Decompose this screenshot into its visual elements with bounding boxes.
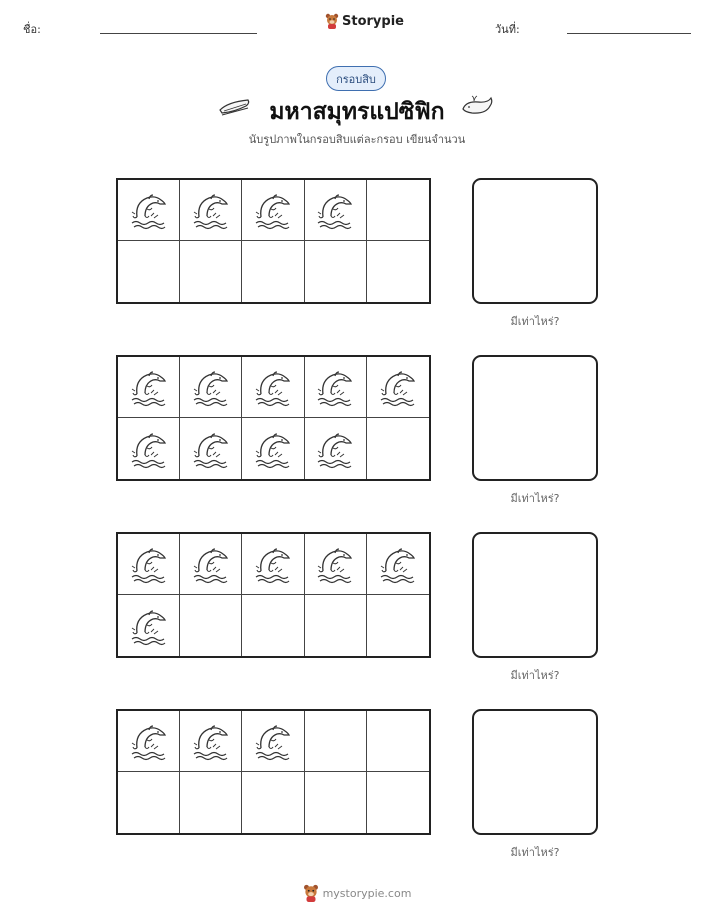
- frame-cell-filled: [180, 534, 242, 595]
- frame-cell-empty: [242, 772, 304, 833]
- dolphin-icon: [378, 543, 418, 585]
- bear-logo-icon: [303, 884, 319, 902]
- dolphin-icon: [253, 428, 293, 470]
- bear-logo-icon: [325, 13, 339, 29]
- dolphin-icon: [191, 720, 231, 762]
- frame-cell-empty: [367, 241, 429, 302]
- answer-box-3[interactable]: [472, 532, 598, 658]
- frame-cell-empty: [118, 241, 180, 302]
- answer-box-4[interactable]: [472, 709, 598, 835]
- frame-cell-empty: [118, 772, 180, 833]
- frame-cell-empty: [367, 772, 429, 833]
- frame-cell-empty: [367, 418, 429, 479]
- frame-cell-empty: [242, 595, 304, 656]
- frame-cell-empty: [180, 595, 242, 656]
- frame-cell-filled: [242, 711, 304, 772]
- dolphin-icon: [191, 189, 231, 231]
- footer-url: mystorypie.com: [322, 886, 412, 900]
- frame-cell-filled: [118, 180, 180, 241]
- frame-cell-empty: [180, 772, 242, 833]
- dolphin-icon: [253, 366, 293, 408]
- answer-box-1[interactable]: [472, 178, 598, 304]
- ten-frame-1: [116, 178, 431, 304]
- frame-cell-filled: [305, 418, 367, 479]
- whale-icon: [460, 94, 496, 118]
- dolphin-icon: [253, 189, 293, 231]
- frame-cell-filled: [242, 357, 304, 418]
- dolphin-icon: [191, 543, 231, 585]
- frame-cell-filled: [180, 711, 242, 772]
- frame-cell-empty: [367, 180, 429, 241]
- dolphin-icon: [315, 366, 355, 408]
- dolphin-icon: [315, 189, 355, 231]
- frame-cell-filled: [242, 180, 304, 241]
- dolphin-icon: [253, 543, 293, 585]
- question-label-3: มีเท่าไหร่?: [510, 669, 560, 682]
- dolphin-icon: [129, 543, 169, 585]
- dolphin-icon: [191, 428, 231, 470]
- question-label-4: มีเท่าไหร่?: [510, 846, 560, 859]
- date-line[interactable]: [567, 33, 691, 34]
- frame-cell-filled: [118, 418, 180, 479]
- frame-cell-filled: [242, 534, 304, 595]
- brand-name: Storypie: [342, 13, 404, 29]
- frame-cell-filled: [305, 180, 367, 241]
- dolphin-icon: [315, 428, 355, 470]
- topic-badge: กรอบสิบ: [326, 66, 386, 91]
- dolphin-icon: [253, 720, 293, 762]
- frame-cell-filled: [305, 534, 367, 595]
- frame-cell-empty: [305, 711, 367, 772]
- dolphin-icon: [315, 543, 355, 585]
- page-subtitle: นับรูปภาพในกรอบสิบแต่ละกรอบ เขียนจำนวน: [248, 133, 466, 146]
- page-title: มหาสมุทรแปซิฟิก: [269, 99, 445, 125]
- frame-cell-filled: [180, 180, 242, 241]
- frame-cell-filled: [367, 357, 429, 418]
- date-label: วันที่:: [495, 23, 520, 36]
- frame-cell-empty: [367, 711, 429, 772]
- ten-frame-4: [116, 709, 431, 835]
- frame-cell-filled: [118, 711, 180, 772]
- dolphin-icon: [129, 720, 169, 762]
- frame-cell-empty: [305, 241, 367, 302]
- frame-cell-empty: [180, 241, 242, 302]
- answer-box-2[interactable]: [472, 355, 598, 481]
- question-label-2: มีเท่าไหร่?: [510, 492, 560, 505]
- frame-cell-filled: [118, 357, 180, 418]
- frame-cell-filled: [118, 595, 180, 656]
- ten-frame-3: [116, 532, 431, 658]
- name-line[interactable]: [100, 33, 257, 34]
- dolphin-icon: [129, 428, 169, 470]
- frame-cell-filled: [180, 418, 242, 479]
- frame-cell-filled: [180, 357, 242, 418]
- frame-cell-filled: [118, 534, 180, 595]
- name-label: ชื่อ:: [23, 23, 41, 36]
- frame-cell-empty: [242, 241, 304, 302]
- frame-cell-empty: [367, 595, 429, 656]
- question-label-1: มีเท่าไหร่?: [510, 315, 560, 328]
- frame-cell-filled: [305, 357, 367, 418]
- frame-cell-empty: [305, 595, 367, 656]
- dolphin-icon: [129, 366, 169, 408]
- frame-cell-filled: [242, 418, 304, 479]
- dolphin-icon: [378, 366, 418, 408]
- dolphin-icon: [129, 189, 169, 231]
- ten-frame-2: [116, 355, 431, 481]
- dolphin-icon: [191, 366, 231, 408]
- frame-cell-filled: [367, 534, 429, 595]
- frame-cell-empty: [305, 772, 367, 833]
- brand-logo: [325, 13, 404, 29]
- dolphin-icon: [129, 605, 169, 647]
- footer: [0, 884, 714, 902]
